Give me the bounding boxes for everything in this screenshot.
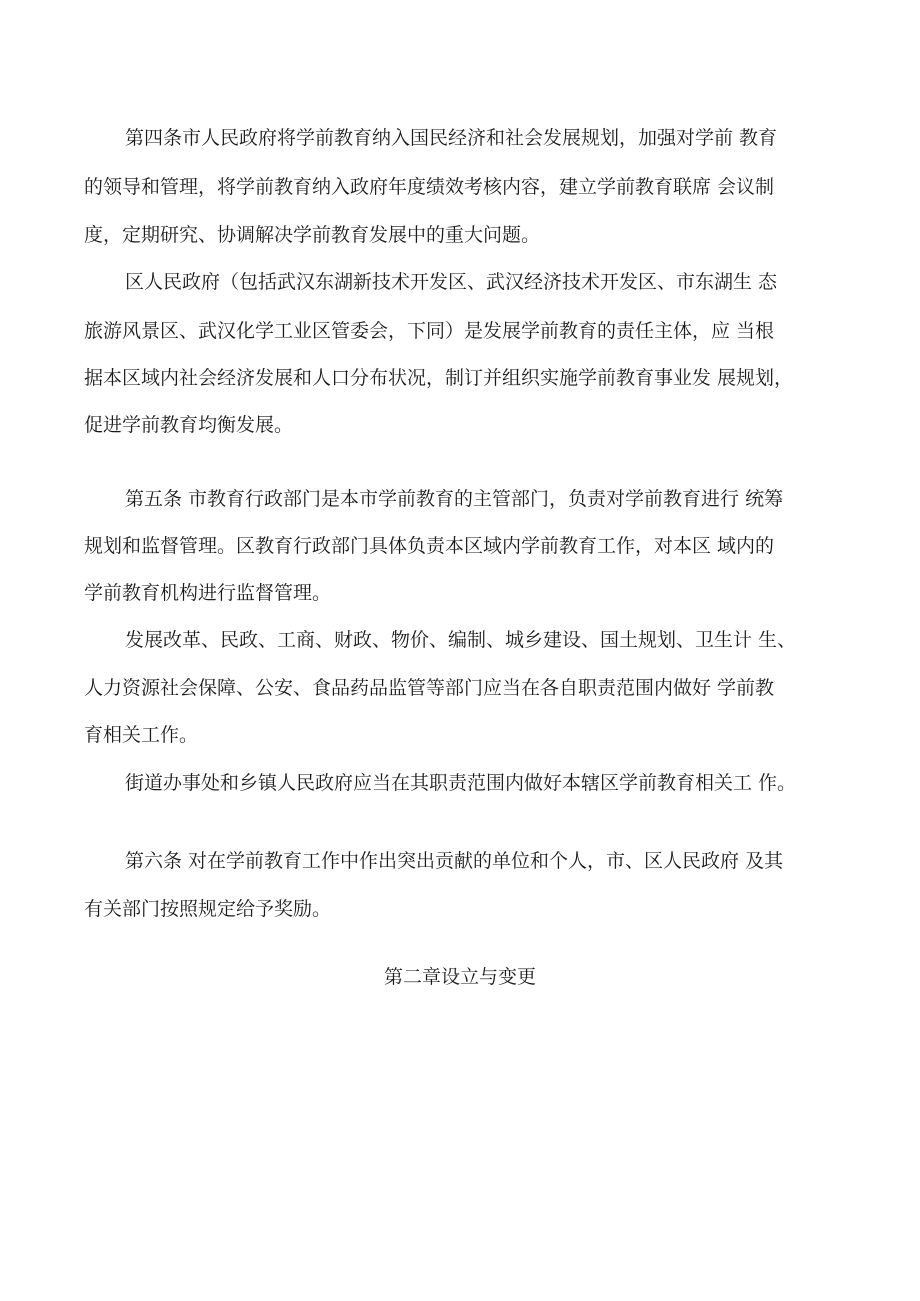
article-4-para2-line-2: 旅游风景区、武汉化学工业区管委会，下同）是发展学前教育的责任主体，应 当根 xyxy=(84,320,775,342)
article-5-line-1: 第五条 市教育行政部门是本市学前教育的主管部门，负责对学前教育进行 统筹 xyxy=(125,488,784,510)
article-4-para2-line-3: 据本区域内社会经济发展和人口分布状况，制订并组织实施学前教育事业发 展规划， xyxy=(84,367,794,389)
article-4-line-2: 的领导和管理，将学前教育纳入政府年度绩效考核内容，建立学前教育联席 会议制 xyxy=(84,176,775,198)
article-5-para3-line-1: 街道办事处和乡镇人民政府应当在其职责范围内做好本辖区学前教育相关工 作。 xyxy=(125,772,797,794)
article-5-para2-line-3: 育相关工作。 xyxy=(84,724,199,746)
article-5-line-2: 规划和监督管理。区教育行政部门具体负责本区域内学前教育工作，对本区 域内的 xyxy=(84,535,775,557)
chapter-heading: 第二章设立与变更 xyxy=(383,966,536,988)
article-4-para2-line-1: 区人民政府（包括武汉东湖新技术开发区、武汉经济技术开发区、市东湖生 态 xyxy=(125,271,778,293)
article-6-line-1: 第六条 对在学前教育工作中作出突出贡献的单位和个人，市、区人民政府 及其 xyxy=(125,850,784,872)
article-4-line-3: 度，定期研究、协调解决学前教育发展中的重大问题。 xyxy=(84,224,541,246)
article-5-line-3: 学前教育机构进行监督管理。 xyxy=(84,582,332,604)
article-5-para2-line-2: 人力资源社会保障、公安、食品药品监管等部门应当在各自职责范围内做好 学前教 xyxy=(84,677,775,699)
article-4-line-1: 第四条市人民政府将学前教育纳入国民经济和社会发展规划，加强对学前 教育 xyxy=(125,127,778,149)
article-5-para2-line-1: 发展改革、民政、工商、财政、物价、编制、城乡建设、国土规划、卫生计 生、 xyxy=(125,629,797,651)
article-6-line-2: 有关部门按照规定给予奖励。 xyxy=(84,898,332,920)
article-4-para2-line-4: 促进学前教育均衡发展。 xyxy=(84,414,294,436)
